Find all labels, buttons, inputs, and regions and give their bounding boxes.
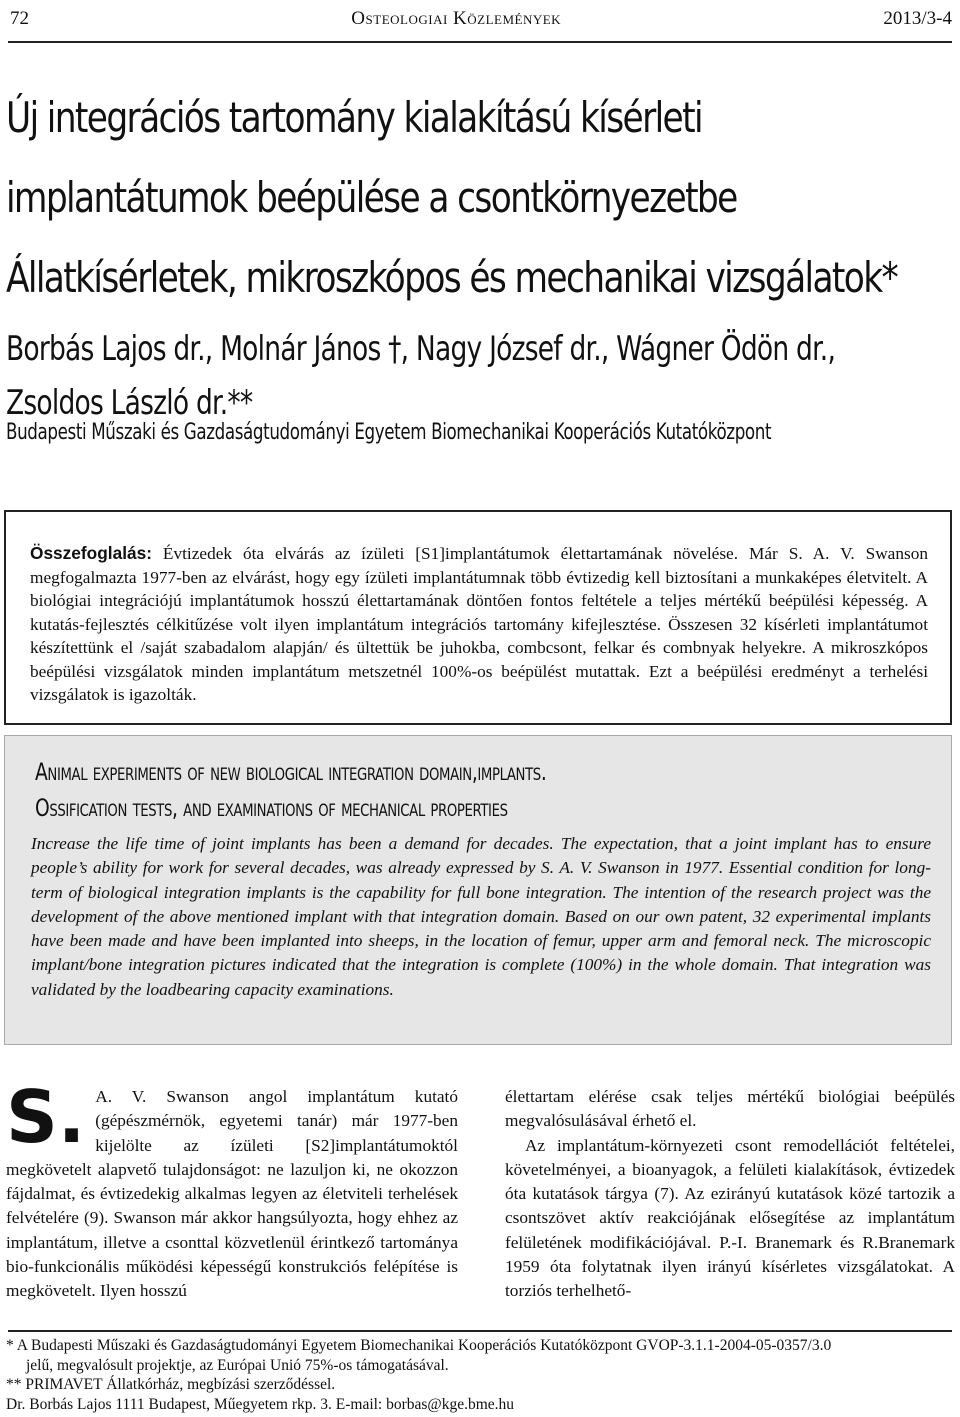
abstract-text: Évtizedek óta elvárás az ízületi [S1]implantátumok élettartamának növelése. Már S. A. V. Swanson megfogalmazta 1977-ben az elvárást, hogy egy ízületi implantátumnak több évtizedig kell biztosítani a munkaképes életvitelt. A biológiai integrációjú implantátumok hosszú élettartamának döntően fontos feltétele a teljes mértékű beépülési képesség. A kutatás-fejlesztés célkitűzése volt ilyen implantátum integrációs tartomány kifejlesztése. Összesen 32 kísérleti implantátumot készítettünk el /saját szabadalom alapján/ és ültettük be juhokba, combcsont, felkar és combnyak helyekre. A mikroszkópos beépülési vizsgálatok minden implantátum metszetnél 100%-os beépülést mutattak. Ezt a beépülési eredményt a terhelési vizsgálatok is igazolták. bbox=[30, 544, 928, 704]
article-title bbox=[6, 78, 898, 318]
issue-number: 2013/3-4 bbox=[883, 8, 952, 29]
hungarian-abstract bbox=[4, 510, 952, 725]
body-paragraph: A. V. Swanson angol implantátum kutató (gépészmérnök, egyetemi tanár) már 1977-ben kijelölte az ízületi [S2]implantátumoktól megkövetelt alapvető tulajdonságot: ne lazuljon ki, ne okozzon fájdalmat, és évtizedekig alkalmas legyen az életviteli terhelések felvételére (9). Swanson már akkor hangsúlyozta, hogy ehhez az implantátum, illetve a csonttal közvetlenül érintkező tartománya bio-funkcionális működési képességű konstrukciós felépítése is megkövetelt. Ilyen hosszú bbox=[6, 1087, 458, 1301]
header-rule bbox=[8, 41, 952, 43]
title-line-2: implantátumok beépülése a csontkörnyezetbe bbox=[6, 173, 737, 222]
title-line-3: Állatkísérletek, mikroszkópos és mechanikai vizsgálatok* bbox=[6, 253, 898, 302]
footnote-2: ** PRIMAVET Állatkórház, megbízási szerződéssel. bbox=[6, 1376, 336, 1393]
english-title bbox=[35, 754, 546, 826]
body-paragraph: élettartam elérése csak teljes mértékű biológiai beépülés megvalósulásával érhető el. bbox=[505, 1087, 955, 1131]
english-abstract bbox=[4, 735, 952, 1045]
body-paragraph: Az implantátum-környezeti csont remodellációt feltételei, követelményei, a bioanyagok, a felületi kialakítások, évtizedek óta kutatások tárgya (7). Az ezirányú kutatások közé tartozik a csontszövet aktív reakciójának elősegítése az implantátum felületének modifikációjával. P.-I. Branemark és R.Branemark 1959 óta folytatnak ilyen irányú kísérletes vizsgálatokat. A torziós terhelhető- bbox=[505, 1135, 955, 1301]
drop-cap: S. bbox=[6, 1075, 86, 1159]
authors-line-2: Zsoldos László dr.** bbox=[6, 383, 253, 423]
footnotes bbox=[6, 1336, 956, 1414]
english-abstract-text: Increase the life time of joint implants has been a demand for decades. The expectation, that a joint implant has to ensure people’s ability for work for several decades, was already expressed by S. A. V. Swanson in 1977. Essential condition for long-term of biological integration implants is the capability for full bone integration. The intention of the research project was the development of the above mentioned implant with that integration domain. Based on our own patent, 32 experimental implants have been made and have been implanted into sheeps, in the location of femur, upper arm and femoral neck. The microscopic implant/bone integration pictures indicated that the integration is complete (100%) in the whole domain. That integration was validated by the loadbearing capacity examinations. bbox=[31, 834, 931, 999]
english-title-line-1: Animal experiments of new biological integration domain,implants. bbox=[35, 758, 547, 786]
author-list bbox=[6, 322, 835, 430]
contact-info: Dr. Borbás Lajos 1111 Budapest, Műegyetem rkp. 3. E-mail: borbas@kge.bme.hu bbox=[6, 1395, 515, 1413]
page-number: 72 bbox=[10, 8, 29, 29]
footnote-rule bbox=[8, 1330, 952, 1332]
footnote-1-cont: jelű, megvalósult projektje, az Európai Unió 75%-os támogatásával. bbox=[26, 1356, 449, 1374]
title-line-1: Új integrációs tartomány kialakítású kísérleti bbox=[6, 93, 702, 142]
footnote-1: * A Budapesti Műszaki és Gazdaságtudományi Egyetem Biomechanikai Kooperációs Kutatóközpont GVOP-3.1.1-2004-05-0357/3.0 bbox=[6, 1337, 832, 1354]
body-column-left bbox=[6, 1075, 458, 1304]
affiliation: Budapesti Műszaki és Gazdaságtudományi Egyetem Biomechanikai Kooperációs Kutatóközpont bbox=[6, 420, 772, 445]
abstract-label: Összefoglalás: bbox=[30, 543, 152, 563]
body-column-right bbox=[505, 1085, 955, 1304]
english-title-line-2: Ossification tests, and examinations of mechanical properties bbox=[35, 794, 508, 822]
authors-line-1: Borbás Lajos dr., Molnár János †, Nagy József dr., Wágner Ödön dr., bbox=[6, 329, 836, 369]
running-header bbox=[10, 0, 952, 38]
journal-name: Osteologiai Közlemények bbox=[351, 8, 562, 29]
